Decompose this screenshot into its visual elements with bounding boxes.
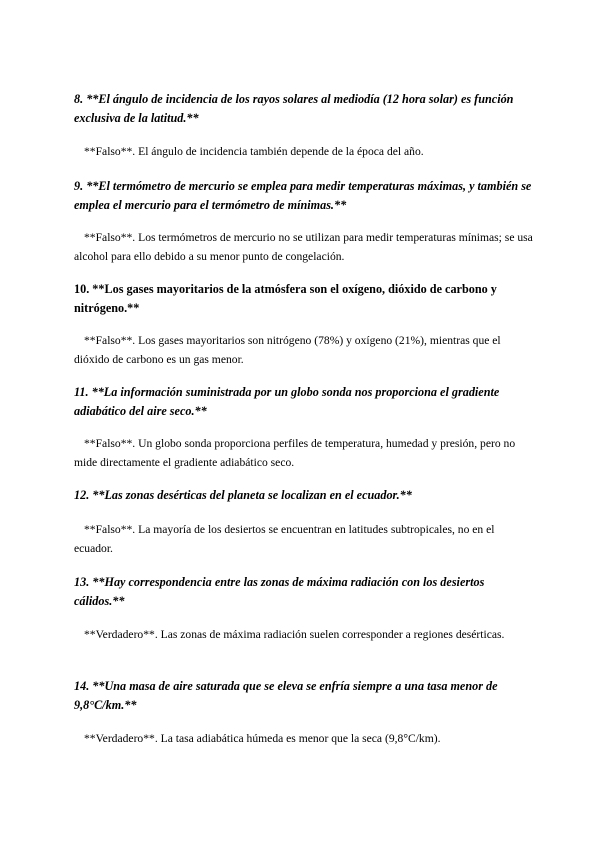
question-14: 14. **Una masa de aire saturada que se eleva se enfría siempre a una tasa menor de 9,8°C/km.** bbox=[74, 679, 498, 712]
answer-11: **Falso**. Un globo sonda proporciona perfiles de temperatura, humedad y presión, pero no mide directamente el gradiente adiabático seco. bbox=[74, 437, 516, 469]
question-11: 11. **La información suministrada por un globo sonda nos proporciona el gradiente adiabático del aire seco.** bbox=[74, 385, 500, 418]
answer-12: **Falso**. La mayoría de los desiertos se encuentran en latitudes subtropicales, no en el ecuador. bbox=[74, 523, 495, 555]
answer-10: **Falso**. Los gases mayoritarios son nitrógeno (78%) y oxígeno (21%), mientras que el dióxido de carbono es un gas menor. bbox=[74, 334, 501, 366]
question-13: 13. **Hay correspondencia entre las zonas de máxima radiación con los desiertos cálidos.** bbox=[74, 575, 485, 608]
answer-14: **Verdadero**. La tasa adiabática húmeda es menor que la seca (9,8°C/km). bbox=[84, 732, 441, 745]
answer-13: **Verdadero**. Las zonas de máxima radiación suelen corresponder a regiones desérticas. bbox=[84, 628, 505, 641]
question-10: 10. **Los gases mayoritarios de la atmósfera son el oxígeno, dióxido de carbono y nitrógeno.** bbox=[74, 282, 497, 315]
question-8: 8. **El ángulo de incidencia de los rayos solares al mediodía (12 hora solar) es función exclusiva de la latitud.** bbox=[74, 92, 514, 125]
question-12: 12. **Las zonas desérticas del planeta se localizan en el ecuador.** bbox=[74, 488, 412, 502]
question-9: 9. **El termómetro de mercurio se emplea para medir temperaturas máximas, y también se emplea el mercurio para el termómetro de mínimas.** bbox=[74, 179, 532, 212]
answer-9: **Falso**. Los termómetros de mercurio no se utilizan para medir temperaturas mínimas; se usa alcohol para ello debido a su menor punto de congelación. bbox=[74, 231, 533, 263]
answer-8: **Falso**. El ángulo de incidencia también depende de la época del año. bbox=[84, 145, 424, 158]
